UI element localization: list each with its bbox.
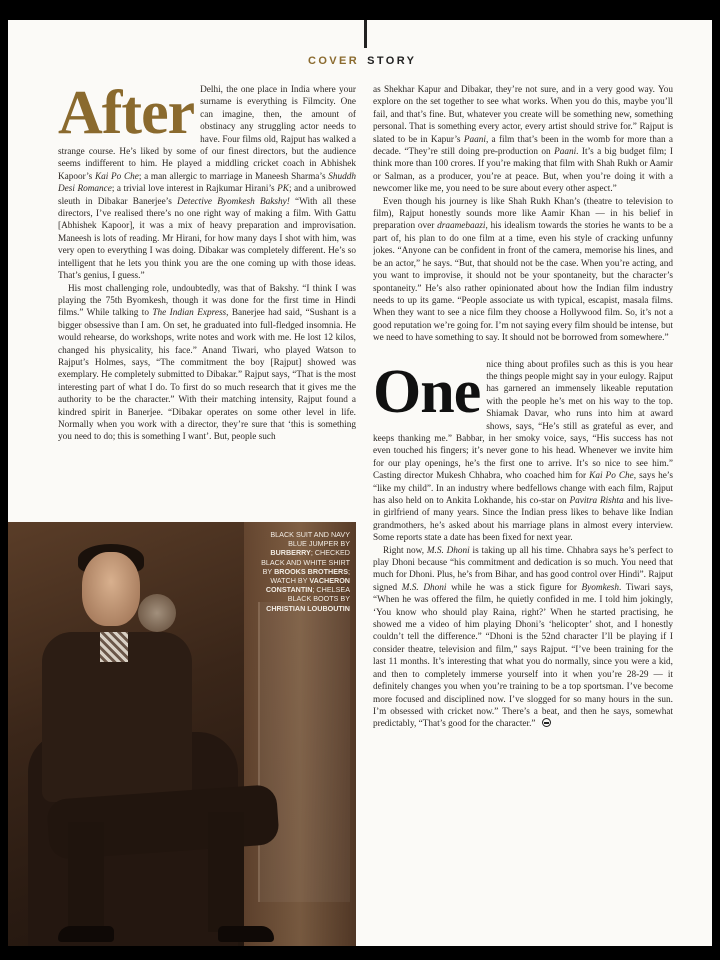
right-column (373, 84, 673, 890)
paragraph: His most challenging role, undoubtedly, was that of Bakshy. “I think I was playing the 75th Byomkesh, though it was done for the first time in Hindi films.” While talking to The Indian Express, Banerjee had said, “Sushant is a bigger obsessive than I am. On set, he graduated into full-fledged insomnia. He would rehearse, do workshops, write notes and work with me. He lost 12 kilos, changed his physicality, his face.” Anand Tiwari, who played Watson to Rajput’s Holmes, says, “The commitment the boy [Rajput] showed was exemplary. He completely submitted to Dibakar.” Rajput says, “That is the most interesting part of what I do. To first do so much research that it gives me the authority to be the character.” With their matching intensity, Rajput found a kindred spirit in Banerjee. “Dibakar operates on some other level in life. Normally when you work with a director, they’re sure that ‘this is something you need to do; this is something I want’. But, people such (58, 283, 356, 443)
drop-cap-word: One (373, 357, 481, 426)
drop-cap-word: After (58, 84, 195, 147)
section-label: COVER (308, 55, 360, 67)
portrait-photo (8, 522, 356, 946)
paragraph: After Delhi, the one place in India where your surname is everything is Filmcity. One can imagine, then, the amount of obstinacy any struggling actor needs to have. Four films old, Rajput has walked a strange course. He’s liked by some of our finest directors, but the audience seems indifferent to him. He played a middling cricket coach in Abhishek Kapoor’s Kai Po Che; a man allergic to marriage in Maneesh Sharma’s Shuddh Desi Romance; a trivial love interest in Rajkumar Hirani’s PK; and a unibrowed sleuth in Dibakar Banerjee’s Detective Byomkesh Bakshy! “With all these directors, I’ve realised there’s no one right way of making a film. With Gattu [Abhishek Kapoor], it was a mix of heavy preparation and improvisation. Maneesh is lots of reading. Mr Hirani, for how many days I shot with him, was very open to everything I was doing. Dibakar was completely different. He’s so intelligent that he lets you think you are the one coming up with those ideas. That’s genius, I guess.” (58, 84, 356, 282)
top-divider (364, 20, 367, 48)
photo-caption: BLACK SUIT AND NAVY BLUE JUMPER BY BURBERRY; CHECKED BLACK AND WHITE SHIRT BY BROOKS BROTHERS; WATCH BY VACHERON CONSTANTIN; CHELSEA BLACK BOOTS BY CHRISTIAN LOUBOUTIN (261, 530, 350, 613)
section-header (308, 55, 416, 67)
end-of-article-icon (542, 718, 551, 727)
paragraph: Even though his journey is like Shah Rukh Khan’s (theatre to television to film), Rajput honestly sounds more like Aamir Khan — in his belief in preparation over draamebaazi, his idealism towards the stories he wants to be a part of, his plan to do one film at a time, even his style of cracking unfunny jokes. “Anyone can be confident in front of the camera, memorise his lines, and be an actor,” he says. “But, that should not be the case. When you’re acting, and you want to improvise, it should not be your spontaneity, but the character’s spontaneity.” He’s also rather opinionated about how the Indian film industry needs to up its game. “People associate us with typical, escapist, masala films. When they want to see a nice film they choose a Hollywood film. So, it’s not a good reputation we’re going for. I’m not saying every film should be intense, but we need to have something to say. It should not be borrowed from somewhere.” (373, 196, 673, 344)
left-column (58, 84, 356, 520)
crest-ornament (138, 594, 176, 632)
subsection-label: STORY (367, 55, 417, 67)
magazine-page (8, 20, 712, 946)
paragraph: One nice thing about profiles such as this is you hear the things people might say in your eulogy. Rajput has garnered an immensely likeable reputation with the people he’s met on his way to the top. Shiamak Davar, who runs into him at award shows, says, “He’s still as grateful as ever, and keeps thanking me.” Babbar, in her smoky voice, says, “His success has not even touched his fingers; it’s never gone to his head. Whenever we invite him for our play openings, he’s the first one to arrive. It’s so nice to see him.” Casting director Mukesh Chhabra, who coached him for Kai Po Che, says he’s “like my child”. In an industry where bedfellows change with each film, Rajput has also held on to Ankita Lokhande, his co-star on Pavitra Rishta and his live-in girlfriend of many years. Since the Indian press likes to behave like Indian grandmothers, he’s asked about his marriage plans in almost every interview. Some reports state a date has been fixed for next year. (373, 357, 673, 544)
paragraph: Right now, M.S. Dhoni is taking up all his time. Chhabra says he’s perfect to play Dhoni because “his commitment and dedication is so much. You need that much for Dhoni. Plus, he’s from Bihar, and has good control over Hindi”. Rajput signed M.S. Dhoni while he was a stick figure for Byomkesh. Tiwari says, “When he was offered the film, he quietly confided in me. I told him jokingly, ‘You know who should play Raina, right?’ When he started practising, he showed me a video of him playing Dhoni’s ‘helicopter’ shot, and I honestly couldn’t tell the difference.” “Dhoni is the 52nd character I’ll be playing if I consider theatre, television and film,” says Rajput. “I’ve been training for the last 11 months. It’s interesting that what you do normally, since you were a kid, and then to completely immerse yourself into it when you’re 28-29 — it definitely changes you when you’re training to be a top sportsman. I’ve become more focused and disciplined now. I’ve slogged for so many hours in the sun. I’m obsessed with cricket now.” There’s a beat, and then he says, somewhat predictably, “That’s good for the character.” (373, 545, 673, 730)
paragraph: as Shekhar Kapur and Dibakar, they’re not sure, and in a very good way. You explore on the set together to see what works. When you do this, maybe you’ll fail, and that’s fine. But, whatever you create will be something new, something personal. That is something every actor, every artist should strive for.” Rajput is slated to be in Kapur’s Paani, a film that’s been in the womb for more than a decade. “They’re still doing pre-production on Paani. It’s a big budget film; I think more than 100 crores. If you’re making that film with Shah Rukh or Aamir or Salman, as a producer, you’re at peace. But, when you’re doing it with a newcomer like me, you need to be sure about every other aspect.” (373, 85, 673, 195)
